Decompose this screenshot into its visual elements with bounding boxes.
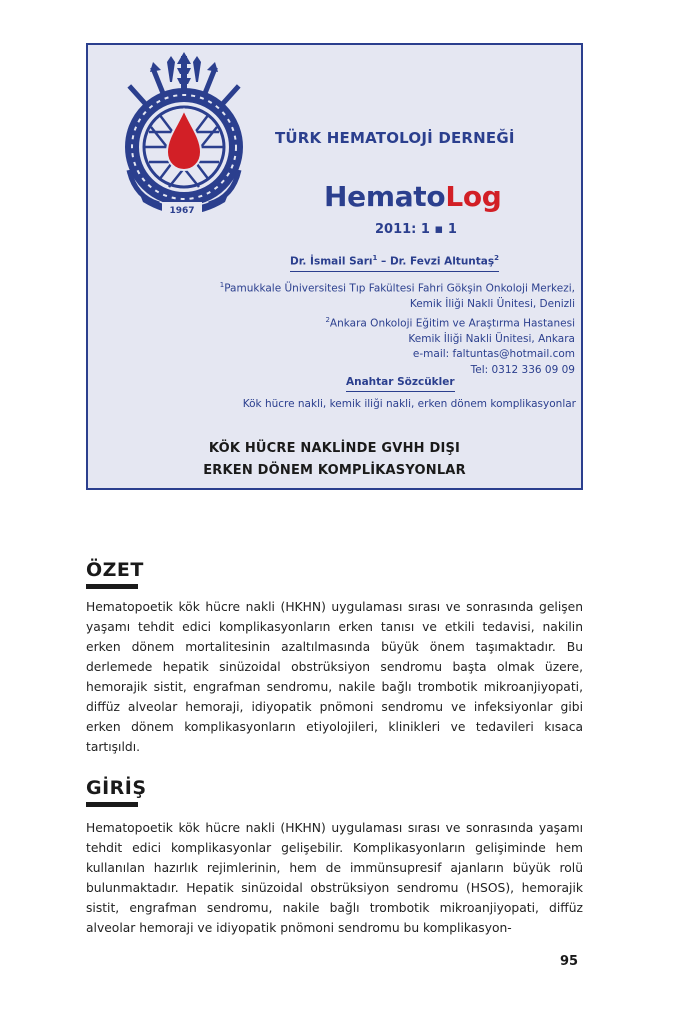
affiliation-line: Kemik İliği Nakli Ünitesi, Ankara xyxy=(408,332,575,345)
affiliation-line: Kemik İliği Nakli Ünitesi, Denizli xyxy=(409,298,575,310)
article-title-line-1: KÖK HÜCRE NAKLİNDE GVHH DIŞI xyxy=(208,441,461,456)
author-line xyxy=(290,254,499,272)
affiliations xyxy=(155,278,575,378)
contact-email: e-mail: faltuntas@hotmail.com xyxy=(412,348,575,360)
author-separator: – xyxy=(377,255,390,268)
affiliation-line: $^2$Ankara Onkoloji Eğitim ve Araştırma Hastanesi xyxy=(325,315,575,329)
logo-year: 1967 xyxy=(169,206,195,216)
brand-part-log: Log xyxy=(445,180,502,213)
page-number: 95 xyxy=(560,954,579,969)
keywords-text: Kök hücre nakli, kemik iliği nakli, erken dönem komplikasyonlar xyxy=(242,398,576,410)
affiliation-line: $^1$Pamukkale Üniversitesi Tıp Fakültesi Fahri Gökşin Onkoloji Merkezi, xyxy=(219,281,575,295)
article-title xyxy=(88,438,581,482)
author-1: Dr. İsmail Sarı xyxy=(290,255,373,268)
article-title-line-2: ERKEN DÖNEM KOMPLİKASYONLAR xyxy=(203,463,466,478)
author-2-sup: 2 xyxy=(494,254,499,262)
abstract-paragraph: Hematopoetik kök hücre nakli (HKHN) uygulaması sırası ve sonrasında gelişen yaşamı tehdit edici komplikasyonların erken tanısı ve etkili tedavisi, nakilin erken dönem mortalitesinin azaltılmasında büyük önem taşımaktadır. Bu derlemede hepatik sinüzoidal obstrüksiyon sendromu başta olmak üzere, hemorajik sistit, engrafman sendromu, nakile bağlı trombotik mikroanjiyopati, diffüz alveolar hemoraji, idiyopatik pnömoni sendromu ve infeksiyonlar gibi erken dönem komplikasyonların etiyolojileri, klinikleri ve tedavileri kısaca tartışıldı. xyxy=(86,600,583,754)
brand-part-hemato: Hemato xyxy=(324,180,446,213)
society-name: TÜRK HEMATOLOJİ DERNEĞİ xyxy=(275,129,515,147)
contact-phone: Tel: 0312 336 09 09 xyxy=(470,363,575,376)
author-2: Dr. Fevzi Altuntaş xyxy=(389,255,495,268)
section-heading-ozet: ÖZET xyxy=(86,559,144,581)
journal-brand xyxy=(324,180,502,213)
author-1-sup: 1 xyxy=(372,254,378,262)
keywords-title: Anahtar Sözcükler xyxy=(346,376,455,392)
society-logo xyxy=(109,52,259,217)
issue-number: 2011: 1 ▪ 1 xyxy=(375,222,457,237)
section-rule xyxy=(86,584,138,589)
article-header-box xyxy=(86,43,583,490)
section-rule xyxy=(86,802,138,807)
section-heading-giris: GİRİŞ xyxy=(86,777,147,799)
intro-paragraph: Hematopoetik kök hücre nakli (HKHN) uygulaması sırası ve sonrasında yaşamı tehdit edici komplikasyonlar gelişebilir. Komplikasyonların gelişiminde hem kullanılan hazırlık rejimlerinin, hem de immünsupresif ajanların büyük rolü bulunmaktadır. Hepatik sinüzoidal obstrüksiyon sendromu (HSOS), hemorajik sistit, engrafman sendromu, nakile bağlı trombotik mikroanjiyopati, diffüz alveolar hemoraji ve idiyopatik pnömoni sendromu bu komplikasyon- xyxy=(86,821,583,935)
